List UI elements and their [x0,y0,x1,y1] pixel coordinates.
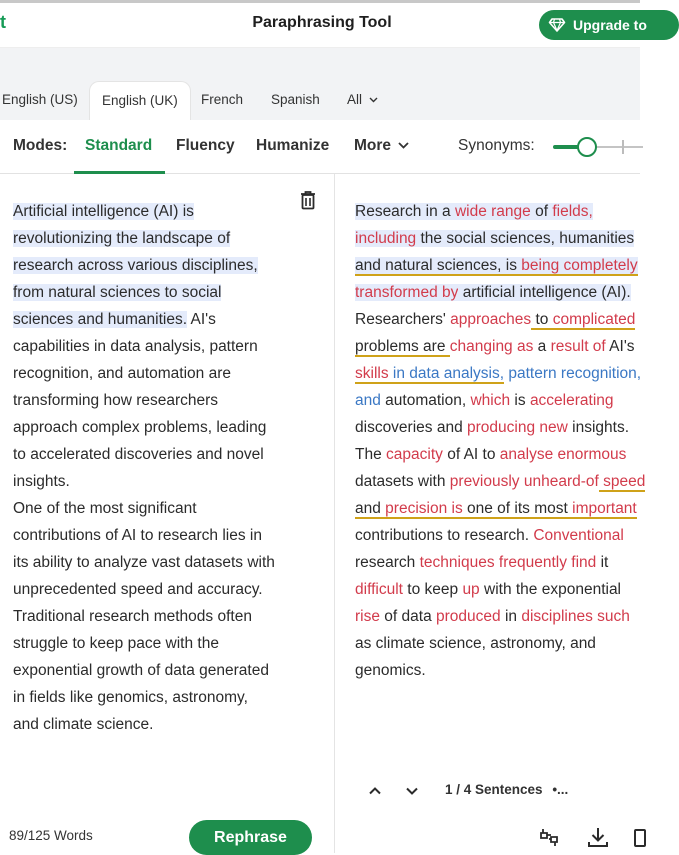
tab-english-us[interactable]: English (US) [2,92,78,107]
chevron-down-icon [369,97,378,103]
logo[interactable]: t [0,12,6,32]
slider-tick [622,140,624,154]
page-title: Paraphrasing Tool [252,14,392,31]
mode-more[interactable] [354,137,409,155]
input-line: Traditional research methods often [13,608,252,625]
output-line: Researchers' approaches to complicated [355,311,636,328]
output-line: research techniques frequently find it [355,554,609,571]
chevron-down-icon[interactable] [405,784,419,798]
tab-all-languages[interactable] [347,92,378,107]
input-line [13,225,230,252]
input-line: sciences and humanities. AI's [13,311,216,328]
input-line-text: from natural sciences to social [13,284,222,301]
mode-fluency[interactable]: Fluency [176,137,235,154]
download-icon[interactable] [585,825,611,849]
tab-english-uk[interactable]: English (UK) [89,81,191,121]
modes-label: Modes: [13,137,68,154]
input-line: recognition, and automation are [13,365,232,382]
input-line: transforming how researchers [13,392,219,409]
output-line: and natural sciences, is being completely [355,257,638,274]
copy-icon[interactable] [631,825,657,849]
output-line: datasets with previously unheard-of speed [355,473,646,490]
synonyms-label: Synonyms: [458,137,535,154]
input-line-text: research across various disciplines, [13,257,258,274]
modes-bar [0,120,640,174]
language-bar [0,48,640,120]
output-line: skills in data analysis, pattern recognition, [355,365,642,382]
window-edge [0,0,640,3]
input-line: exponential growth of data generated [13,662,269,679]
output-line: rise of data produced in disciplines such [355,608,630,625]
trash-icon[interactable] [299,190,317,210]
slider-handle[interactable] [577,137,597,157]
output-line: difficult to keep up with the exponential [355,581,622,598]
output-line: and automation, which is accelerating [355,392,614,409]
more-options-dots[interactable]: •... [552,782,569,797]
diamond-icon [549,18,565,32]
input-line: One of the most significant [13,500,197,517]
input-line: unprecedented speed and accuracy. [13,581,263,598]
output-line: transformed by artificial intelligence (AI). [355,284,631,301]
output-line: genomics. [355,662,426,679]
input-line: its ability to analyze vast datasets with [13,554,275,571]
output-line: including the social sciences, humanities [355,230,635,247]
input-line-text: Artificial intelligence (AI) is [13,203,194,220]
output-line: as climate science, astronomy, and [355,635,596,652]
input-line: capabilities in data analysis, pattern [13,338,258,355]
input-line: and climate science. [13,716,154,733]
input-line: contributions of AI to research lies in [13,527,262,544]
sentence-counter [445,782,568,797]
input-line [13,198,194,225]
input-line: struggle to keep pace with the [13,635,219,652]
mode-humanize[interactable]: Humanize [256,137,330,154]
chevron-up-icon[interactable] [368,784,382,798]
input-line: approach complex problems, leading [13,419,267,436]
chevron-down-icon [398,142,409,149]
tab-spanish[interactable]: Spanish [271,92,320,107]
input-line-text: revolutionizing the landscape of [13,230,231,247]
synonyms-slider[interactable] [553,136,643,158]
mode-more-label: More [354,137,392,154]
mode-standard[interactable]: Standard [85,137,153,154]
output-line: Research in a wide range of fields, [355,203,593,220]
input-line: insights. [13,473,70,490]
output-pane[interactable] [335,174,646,853]
output-line: The capacity of AI to analyse enormous [355,446,627,463]
tab-all-label: All [347,92,363,107]
rephrase-button[interactable]: Rephrase [189,820,312,855]
sentence-counter-text: 1 / 4 Sentences [445,782,543,797]
tab-french[interactable]: French [201,92,244,107]
input-line: to accelerated discoveries and novel [13,446,264,463]
compare-icon[interactable] [538,825,564,849]
input-line [13,279,221,306]
upgrade-button[interactable] [539,10,679,40]
output-line: contributions to research. Conventional [355,527,624,544]
output-line: discoveries and producing new insights. [355,419,630,436]
input-line: in fields like genomics, astronomy, [13,689,248,706]
output-line: problems are changing as a result of AI's [355,338,635,355]
word-count: 89/125 Words [9,828,93,843]
top-header [0,0,647,48]
upgrade-label: Upgrade to [573,17,647,33]
output-line: and precision is one of its most important [355,500,637,517]
input-pane[interactable] [0,174,334,853]
input-line [13,252,258,279]
